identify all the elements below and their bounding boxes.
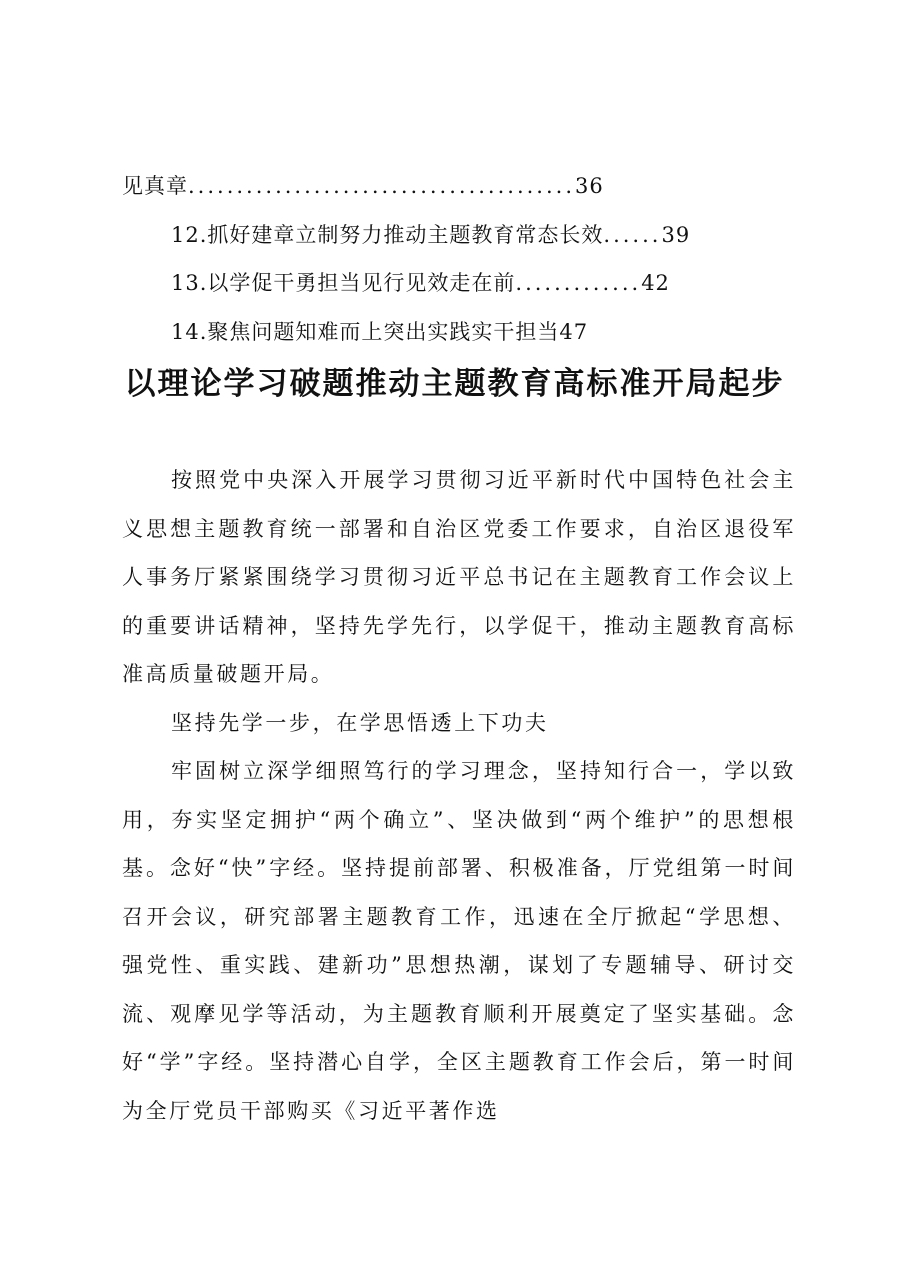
toc-item-text: 13.以学促干勇担当见行见效走在前: [171, 271, 516, 295]
toc-item-leader: ......: [603, 223, 662, 247]
toc-item[interactable]: [171, 268, 670, 298]
toc-item[interactable]: [122, 171, 604, 201]
article-paragraph: 按照党中央深入开展学习贯彻习近平新时代中国特色社会主义思想主题教育统一部署和自治区党委工作要求，自治区退役军人事务厅紧紧围绕学习贯彻习近平总书记在主题教育工作会议上的重要讲话精神，坚持先学先行，以学促干，推动主题教育高标准高质量破题开局。: [122, 468, 796, 686]
toc-item-leader: ........................................: [188, 174, 576, 198]
toc-item-text: 14.聚焦问题知难而上突出实践实干担当: [171, 320, 560, 344]
toc-item-leader: .............: [515, 271, 642, 295]
toc-item-text: 12.抓好建章立制努力推动主题教育常态长效: [171, 223, 604, 247]
toc-item-text: 见真章: [122, 174, 188, 198]
toc-item[interactable]: [171, 317, 588, 347]
article-paragraph: 牢固树立深学细照笃行的学习理念，坚持知行合一，学以致用，夯实坚定拥护“两个确立”、坚决做到“两个维护”的思想根基。念好“快”字经。坚持提前部署、积极准备，厅党组第一时间召开会议，研究部署主题教育工作，迅速在全厅掀起“学思想、强党性、重实践、建新功”思想热潮，谋划了专题辅导、研讨交流、观摩见学等活动，为主题教育顺利开展奠定了坚实基础。念好“学”字经。坚持潜心自学，全区主题教育工作会后，第一时间为全厅党员干部购买《习近平著作选: [122, 759, 796, 1123]
toc-item-page: 39: [661, 223, 691, 247]
toc-item-page: 42: [641, 271, 670, 295]
article-title: 以理论学习破题推动主题教育高标准开局起步: [124, 366, 785, 402]
section-heading: 坚持先学一步，在学思悟透上下功夫: [171, 711, 549, 735]
toc-item-page: 36: [575, 174, 604, 198]
toc-item-page: 47: [559, 320, 589, 344]
toc-item[interactable]: [171, 220, 690, 250]
